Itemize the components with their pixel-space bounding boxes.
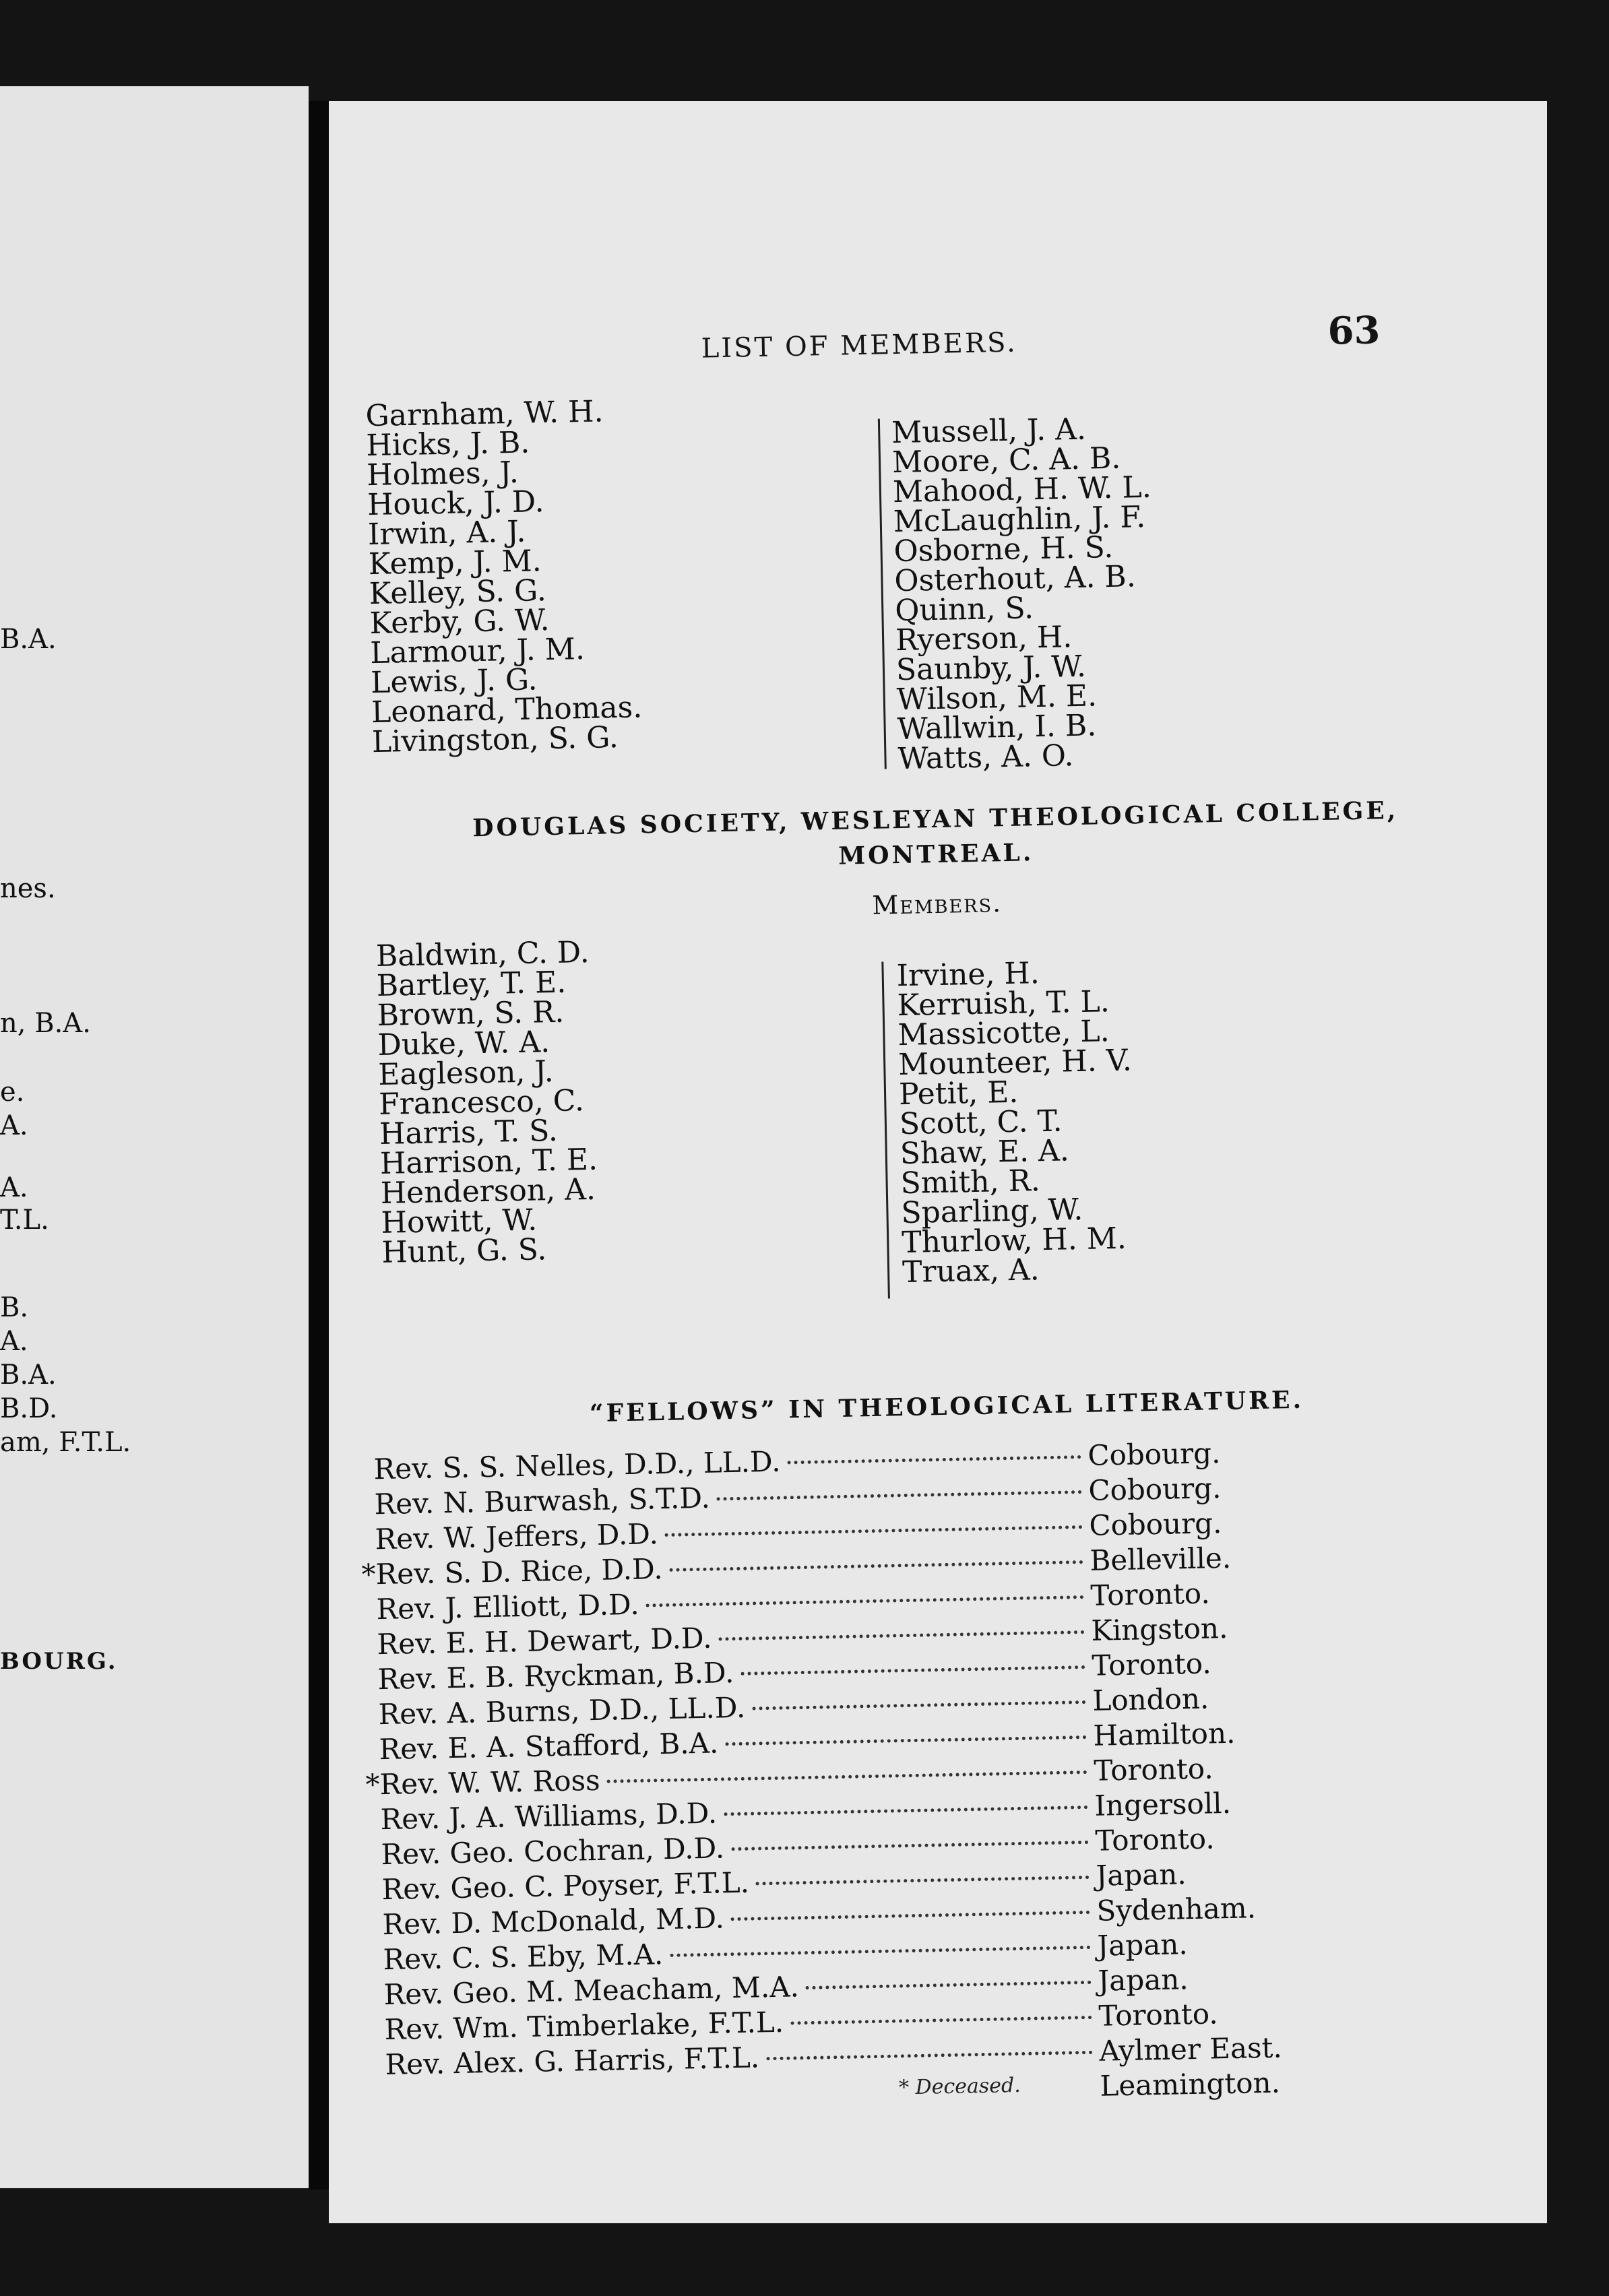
member-name: Petit, E.	[898, 1075, 1019, 1112]
facing-page-fragment: am, F.T.L.	[0, 1427, 131, 1458]
douglas-members-left	[375, 934, 600, 1270]
member-name: Truax, A.	[902, 1252, 1040, 1290]
fellow-location: Belleville.	[1089, 1541, 1232, 1577]
fellow-location: Cobourg.	[1088, 1506, 1222, 1542]
dot-leader	[752, 1700, 1085, 1711]
douglas-members-right	[896, 957, 1136, 1288]
facing-page-fragment: A.	[0, 1326, 28, 1357]
running-head: LIST OF MEMBERS.	[701, 327, 1018, 364]
dot-leader	[731, 1911, 1090, 1921]
fellow-location: Hamilton.	[1092, 1716, 1236, 1752]
fellow-location: Cobourg.	[1087, 1471, 1222, 1507]
member-name: Watts, A. O.	[897, 738, 1074, 777]
column-divider	[881, 962, 890, 1299]
member-name: Kelley, S. G.	[369, 573, 547, 612]
member-name: Scott, C. T.	[899, 1104, 1063, 1142]
footnote: * Deceased.	[898, 2073, 1021, 2100]
fellow-location: Toronto.	[1093, 1752, 1214, 1787]
fellow-name: Rev. W. W. Ross	[379, 1763, 601, 1801]
deceased-mark: *	[365, 1768, 381, 1801]
member-name: Shaw, E. A.	[900, 1133, 1070, 1172]
dot-leader	[665, 1525, 1083, 1537]
member-name: Irwin, A. J.	[367, 514, 526, 552]
dot-leader	[806, 1981, 1092, 1989]
member-name: Mussell, J. A.	[891, 412, 1087, 451]
members-subheading: Members.	[871, 888, 1003, 920]
facing-page-fragment: BOURG.	[0, 1648, 118, 1675]
fellow-name: Rev. Geo. M. Meacham, M.A.	[383, 1970, 800, 2012]
dot-leader	[724, 1806, 1087, 1816]
member-name: Smith, R.	[900, 1163, 1041, 1201]
fellow-name: Rev. A. Burns, D.D., LL.D.	[378, 1690, 746, 1731]
dot-leader	[756, 1876, 1090, 1885]
fellow-name: Rev. Geo. C. Poyser, F.T.L.	[381, 1865, 750, 1907]
member-name: Irvine, H.	[896, 956, 1040, 994]
member-name: Wallwin, I. B.	[897, 708, 1097, 747]
dot-leader	[790, 2016, 1092, 2025]
page-63	[329, 101, 1547, 2223]
fellow-name: Rev. D. McDonald, M.D.	[382, 1901, 725, 1942]
facing-page-fragment: nes.	[0, 873, 56, 904]
member-name: Mounteer, H. V.	[897, 1043, 1133, 1083]
member-name: Wilson, M. E.	[896, 678, 1098, 718]
douglas-society-heading-location: MONTREAL.	[838, 838, 1034, 870]
fellow-location: Toronto.	[1094, 1822, 1216, 1857]
member-name: Baldwin, C. D.	[375, 934, 590, 974]
fellow-name: Rev. W. Jeffers, D.D.	[375, 1517, 659, 1556]
member-name: Mahood, H. W. L.	[892, 470, 1152, 510]
member-name: Larmour, J. M.	[369, 631, 586, 671]
member-name: Lewis, J. G.	[370, 662, 538, 701]
fellow-name: Rev. Alex. G. Harris, F.T.L.	[385, 2041, 760, 2082]
facing-page-fragment: B.A.	[0, 1360, 57, 1391]
member-name: Moore, C. A. B.	[891, 441, 1121, 480]
fellow-location: Cobourg.	[1087, 1436, 1221, 1472]
fellow-location: Japan.	[1096, 1927, 1189, 1963]
fellow-name: Rev. Wm. Timberlake, F.T.L.	[384, 2005, 784, 2047]
member-name: Harris, T. S.	[379, 1113, 559, 1151]
member-name: Osterhout, A. B.	[893, 559, 1137, 599]
dot-leader	[670, 1560, 1083, 1572]
member-name: Garnham, W. H.	[365, 394, 604, 434]
member-name: Kemp, J. M.	[368, 544, 542, 582]
fellow-location: Toronto.	[1090, 1576, 1211, 1612]
facing-page-fragment: T.L.	[0, 1205, 49, 1236]
member-name: Howitt, W.	[381, 1203, 538, 1240]
dot-leader	[766, 2051, 1092, 2060]
deceased-mark: *	[361, 1558, 377, 1591]
fellow-name: Rev. E. A. Stafford, B.A.	[379, 1726, 719, 1766]
book-gutter	[309, 101, 329, 2190]
dot-leader	[740, 1665, 1085, 1676]
fellow-location: Aylmer East.	[1098, 2031, 1283, 2068]
fellow-location: Kingston.	[1090, 1611, 1228, 1647]
member-list-right	[891, 412, 1157, 777]
fellow-name: Rev. Geo. Cochran, D.D.	[381, 1831, 725, 1872]
fellow-name: Rev. S. D. Rice, D.D.	[375, 1552, 663, 1591]
member-name: Thurlow, H. M.	[901, 1221, 1127, 1261]
member-name: Ryerson, H.	[895, 620, 1073, 658]
dot-leader	[646, 1595, 1084, 1607]
douglas-society-heading: DOUGLAS SOCIETY, WESLEYAN THEOLOGICAL COLLEGE,	[472, 796, 1399, 843]
facing-page-left	[0, 86, 309, 2188]
fellow-name: Rev. J. A. Williams, D.D.	[380, 1796, 718, 1837]
member-name: Kerruish, T. L.	[897, 984, 1110, 1023]
dot-leader	[607, 1771, 1087, 1783]
member-name: McLaughlin, J. F.	[893, 499, 1146, 540]
dot-leader	[718, 1630, 1084, 1640]
dot-leader	[670, 1946, 1090, 1957]
dot-leader	[787, 1455, 1081, 1464]
fellow-location: Ingersoll.	[1094, 1786, 1232, 1822]
dot-leader	[725, 1735, 1086, 1746]
fellow-name: Rev. C. S. Eby, M.A.	[383, 1938, 664, 1977]
page-content	[329, 101, 1547, 2223]
page-number: 63	[1327, 308, 1381, 354]
member-name: Houck, J. D.	[367, 484, 544, 523]
column-divider	[878, 419, 887, 769]
member-name: Francesco, C.	[378, 1083, 585, 1122]
member-name: Bartley, T. E.	[376, 965, 567, 1003]
member-name: Saunby, J. W.	[895, 649, 1087, 688]
fellow-name: Rev. E. B. Ryckman, B.D.	[377, 1656, 734, 1696]
fellows-list	[338, 1430, 1547, 2119]
member-name: Hunt, G. S.	[381, 1232, 547, 1270]
member-name: Sparling, W.	[900, 1192, 1083, 1231]
dot-leader	[717, 1490, 1082, 1500]
member-name: Brown, S. R.	[377, 994, 565, 1033]
facing-page-fragment: A.	[0, 1172, 28, 1203]
fellow-name: Rev. J. Elliott, D.D.	[376, 1587, 640, 1626]
member-name: Kerby, G. W.	[369, 602, 550, 641]
member-name: Henderson, A.	[380, 1172, 596, 1211]
member-name: Osborne, H. S.	[893, 530, 1114, 569]
facing-page-fragment: B.D.	[0, 1393, 58, 1424]
facing-page-fragment: n, B.A.	[0, 1008, 91, 1039]
fellow-location: Japan.	[1097, 1963, 1189, 1998]
member-list-left	[365, 394, 643, 760]
fellow-location: Japan.	[1095, 1857, 1187, 1892]
member-name: Leonard, Thomas.	[371, 690, 643, 730]
facing-page-fragment: e.	[0, 1077, 25, 1108]
fellow-location: London.	[1092, 1682, 1209, 1717]
fellow-name: Rev. S. S. Nelles, D.D., LL.D.	[373, 1444, 781, 1486]
fellow-location: Leamington.	[1099, 2066, 1281, 2103]
fellow-location: Toronto.	[1098, 1997, 1219, 2033]
member-name: Quinn, S.	[894, 591, 1034, 629]
fellow-name: Rev. E. H. Dewart, D.D.	[377, 1621, 712, 1661]
member-name: Holmes, J.	[366, 455, 519, 493]
member-name: Eagleson, J.	[377, 1054, 555, 1092]
fellows-heading: “FELLOWS” IN THEOLOGICAL LITERATURE.	[589, 1385, 1304, 1428]
facing-page-fragment: A.	[0, 1110, 28, 1141]
member-name: Massicotte, L.	[897, 1014, 1110, 1053]
member-name: Hicks, J. B.	[365, 425, 530, 464]
member-name: Harrison, T. E.	[379, 1142, 598, 1181]
facing-page-fragment: B.	[0, 1292, 29, 1323]
fellow-location: Toronto.	[1091, 1647, 1212, 1682]
member-name: Livingston, S. G.	[371, 720, 619, 760]
dot-leader	[731, 1841, 1088, 1851]
fellow-name: Rev. N. Burwash, S.T.D.	[374, 1481, 711, 1521]
member-name: Duke, W. A.	[377, 1025, 550, 1062]
facing-page-fragment: B.A.	[0, 624, 57, 655]
fellow-location: Sydenham.	[1096, 1891, 1257, 1927]
